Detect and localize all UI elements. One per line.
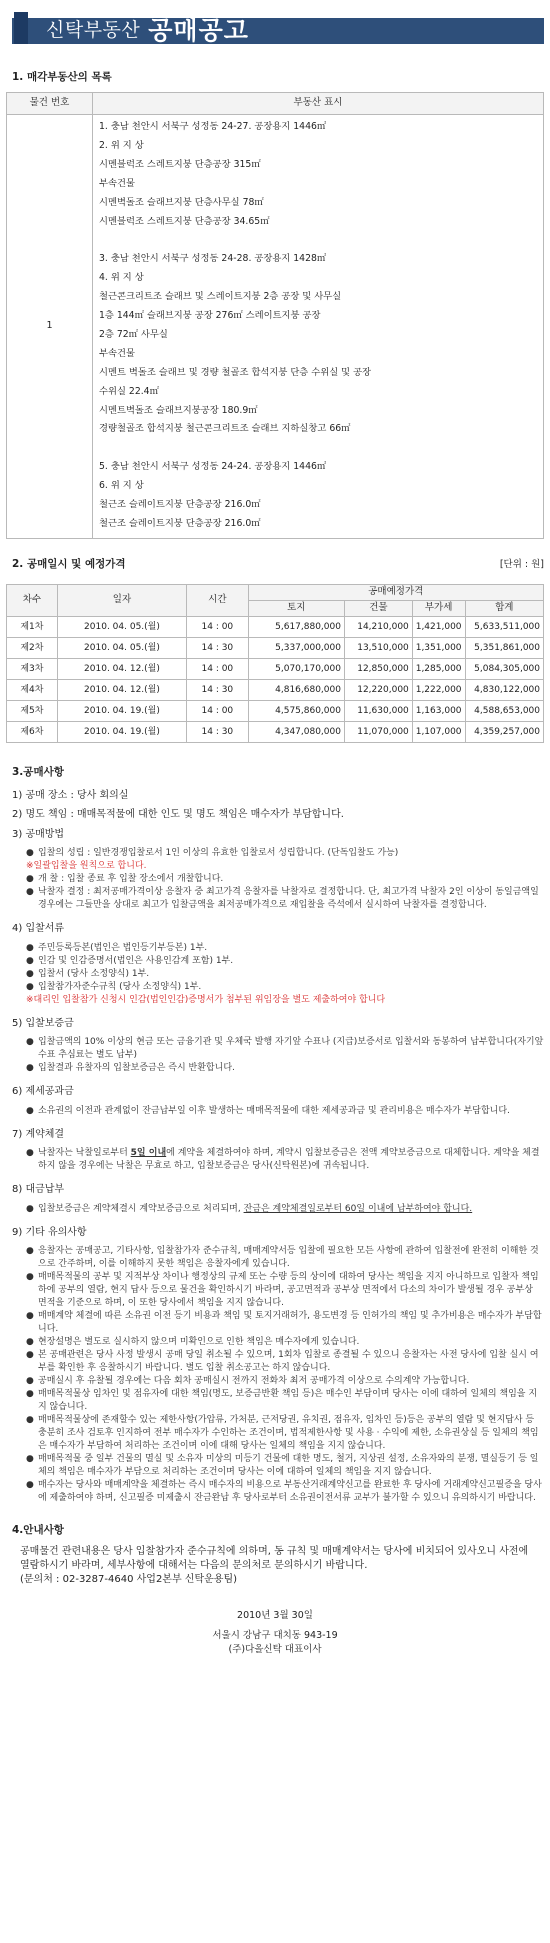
list-item [26, 1336, 544, 1349]
item-number: 1 [7, 115, 93, 539]
bullet-icon: ● [26, 1272, 34, 1283]
other-notes-list [26, 1245, 544, 1505]
signature-block [6, 1609, 544, 1657]
list-item [26, 1203, 544, 1216]
desc-line: 2. 위 지 상 [99, 140, 144, 152]
cell-total: 4,359,257,000 [465, 721, 543, 742]
bullet-icon: ● [26, 1415, 34, 1426]
cell-time: 14 : 00 [187, 616, 248, 637]
list-text: 주민등록등본(법인은 법인등기부등본) 1부. [38, 942, 208, 953]
cell-total: 5,633,511,000 [465, 616, 543, 637]
sale-method-list [26, 847, 544, 912]
list-text: 현장설명은 별도로 실시하지 않으며 미확인으로 인한 책임은 매수자에게 있습니다. [38, 1337, 360, 1348]
note-item [26, 860, 544, 873]
list-item [26, 847, 544, 860]
list-text: 입찰금액의 10% 이상의 현금 또는 금융기관 및 우체국 발행 자기앞 수표나 (지급)보증서로 입찰서와 동봉하여 납부합니다(자기앞수표 추심료는 별도 납부) [38, 1037, 544, 1061]
cell-date: 2010. 04. 12.(월) [57, 679, 186, 700]
section4 [6, 1523, 544, 1587]
table-row [7, 658, 544, 679]
cell-date: 2010. 04. 05.(월) [57, 616, 186, 637]
list-text: 입찰참가자준수규칙 (당사 소정양식) 1부. [38, 981, 202, 992]
cell-building: 11,630,000 [344, 700, 412, 721]
table-row [7, 721, 544, 742]
note-text: ※일괄입찰을 원칙으로 합니다. [26, 861, 147, 872]
list-text: 낙찰자 결정 : 최저공매가격이상 응찰자 중 최고가격 응찰자를 낙찰자로 결정합니다. 단, 최고가격 낙찰자 2인 이상이 동일금액일 경우에는 그들만을 상대로 최고가 입찰금액을 최저공매가격으로 재입찰을 즉석에서 실시하여 낙찰자를 결정합니다. [38, 887, 539, 911]
bullet-icon: ● [26, 942, 34, 953]
contact-text: (문의처 : 02-3287-4640 사업2본부 신탁운용팀) [20, 1574, 238, 1586]
list-item [26, 1062, 544, 1075]
desc-line: 5. 충남 천안시 서북구 성정동 24-24. 공장용지 1446㎡ [99, 461, 327, 473]
bullet-icon: ● [26, 1376, 34, 1387]
cell-round: 제3차 [7, 658, 58, 679]
cell-vat: 1,285,000 [412, 658, 465, 679]
section3-title: 3.공매사항 [12, 765, 64, 778]
documents-list [26, 942, 544, 1007]
title-public-sale: 공매공고 [148, 16, 249, 46]
bullet-icon: ● [26, 981, 34, 992]
cell-building: 12,220,000 [344, 679, 412, 700]
list-text: 입찰의 성립 : 일반경쟁입찰로서 1인 이상의 유효한 입찰로서 성립합니다. (단독입찰도 가능) [38, 848, 399, 859]
desc-line: 경량철골조 합석지붕 철근콘크리트조 슬래브 지하실창고 66㎡ [99, 423, 351, 435]
cell-building: 11,070,000 [344, 721, 412, 742]
col-expected-price: 공매예정가격 [248, 584, 543, 600]
desc-line: 시멘트 벽돌조 슬래브 및 경량 철골조 합석지붕 단층 수위실 및 공장 [99, 366, 372, 378]
list-item [26, 1349, 544, 1375]
col-item-number: 물건 번호 [7, 93, 93, 115]
cell-vat: 1,222,000 [412, 679, 465, 700]
col-property-description: 부동산 표시 [93, 93, 544, 115]
cell-building: 12,850,000 [344, 658, 412, 679]
list-text: 입찰서 (당사 소정양식) 1부. [38, 968, 150, 979]
col-date: 일자 [57, 584, 186, 616]
list-text: 매수자는 당사와 매매계약을 체결하는 즉시 매수자의 비용으로 부동산거래계약신고를 완료한 후 당사에 거래계약신고필증을 당사에 제출하여야 하며, 신고필증 미제출시 잔금완납 후 당사로부터 소유권이전서류 교부가 불가할 수 있으니 유의하시기 바랍니다. [38, 1480, 542, 1504]
cell-time: 14 : 30 [187, 637, 248, 658]
desc-line: 1. 충남 천안시 서북구 성정동 24-27. 공장용지 1446㎡ [99, 121, 327, 133]
bullet-icon: ● [26, 1148, 34, 1159]
list-text: 에 계약을 체결하여야 하며, 계약시 입찰보증금은 전액 계약보증금으로 대체합니다. 계약을 체결하지 않을 경우에는 낙찰은 무효로 하고, 입찰보증금은 당사(신탁원본)에 귀속됩니다. [38, 1148, 540, 1172]
bullet-icon: ● [26, 848, 34, 859]
item-eviction-duty: 2) 명도 책임 : 매매목적물에 대한 인도 및 명도 책임은 매수자가 부담합니다. [12, 809, 344, 821]
cell-round: 제6차 [7, 721, 58, 742]
taxes-list [26, 1105, 544, 1118]
item-sale-method: 3) 공매방법 [12, 828, 65, 840]
unit-label: [단위 : 원] [499, 558, 544, 570]
list-item [26, 1310, 544, 1336]
list-item [26, 968, 544, 981]
item-payment: 8) 대금납부 [12, 1184, 65, 1196]
list-text: 본 공매관련은 당사 사정 발생시 공매 당일 취소될 수 있으며, 1회차 입찰로 종결될 수 있으니 응찰자는 사전 당사에 입찰 실시 여부를 확인한 후 응찰하시기 바랍니다. 별도 입찰 취소공고는 하지 않습니다. [38, 1350, 539, 1374]
list-item [26, 1245, 544, 1271]
desc-line: 수위실 22.4㎡ [99, 385, 159, 397]
col-total: 합계 [465, 600, 543, 616]
bullet-icon: ● [26, 1454, 34, 1465]
col-round: 차수 [7, 584, 58, 616]
bullet-icon: ● [26, 955, 34, 966]
section1-title: 1. 매각부동산의 목록 [12, 71, 112, 83]
emphasis-text: 잔금은 계약체결일로부터 60일 이내에 납부하여야 합니다. [243, 1203, 473, 1214]
col-vat: 부가세 [412, 600, 465, 616]
list-item [26, 955, 544, 968]
list-text: 매매목적물 중 일부 건물의 멸실 및 소유자 미상의 미등기 건물에 대한 명도, 철거, 지상권 설정, 소유자와의 분쟁, 멸실등기 등 일체의 책임은 매수자가 부담으로 처리하는 조건이며 당사는 이에 대하여 일체의 책임을 지지 않습니다. [38, 1454, 539, 1478]
bullet-icon: ● [26, 1311, 34, 1322]
bullet-icon: ● [26, 1389, 34, 1400]
deposit-list [26, 1036, 544, 1075]
item-documents: 4) 입찰서류 [12, 923, 65, 935]
cell-vat: 1,421,000 [412, 616, 465, 637]
desc-gap [99, 232, 537, 251]
cell-round: 제2차 [7, 637, 58, 658]
desc-line: 시멘블럭조 스레트지붕 단층공장 315㎡ [99, 158, 261, 170]
section3 [6, 765, 544, 1506]
item-sale-location: 1) 공매 장소 : 당사 회의실 [12, 789, 129, 801]
list-item [26, 1105, 544, 1118]
desc-line: 시멘트벽돌조 슬래브지붕공장 180.9㎡ [99, 404, 258, 416]
list-item [26, 1414, 544, 1453]
notice-date: 2010년 3월 30일 [237, 1610, 313, 1622]
table-row [7, 679, 544, 700]
table-row [7, 700, 544, 721]
desc-line: 1층 144㎡ 슬래브지붕 공장 276㎡ 스레이트지붕 공장 [99, 310, 321, 322]
schedule-price-table [6, 584, 544, 743]
bullet-icon: ● [26, 1337, 34, 1348]
list-text: 응찰자는 공매공고, 기타사항, 입찰참가자 준수규칙, 매매계약서등 입찰에 필요한 모든 사항에 관하여 입찰전에 완전히 이해한 것으로 간주하며, 이를 이해하지 못한 책임은 응찰자에게 있습니다. [38, 1246, 539, 1270]
list-text: 낙찰자는 낙찰일로부터 [38, 1148, 131, 1159]
list-item [26, 1453, 544, 1479]
cell-vat: 1,163,000 [412, 700, 465, 721]
cell-time: 14 : 30 [187, 721, 248, 742]
property-description [93, 115, 544, 539]
bullet-icon: ● [26, 874, 34, 885]
desc-line: 2층 72㎡ 사무실 [99, 328, 168, 340]
list-text: 입찰보증금은 계약체결시 계약보증금으로 처리되며, [38, 1203, 244, 1214]
cell-total: 4,588,653,000 [465, 700, 543, 721]
col-building: 건물 [344, 600, 412, 616]
list-text: 입찰결과 유찰자의 입찰보증금은 즉시 반환합니다. [38, 1063, 235, 1074]
bullet-icon: ● [26, 1350, 34, 1361]
emphasis-text: 5일 이내 [130, 1148, 167, 1159]
cell-total: 5,351,861,000 [465, 637, 543, 658]
table-row [7, 616, 544, 637]
company-address: 서울시 강남구 대치동 943-19 [212, 1630, 338, 1642]
bullet-icon: ● [26, 1480, 34, 1491]
title-trust-property: 신탁부동산 [46, 19, 141, 42]
cell-total: 4,830,122,000 [465, 679, 543, 700]
bullet-icon: ● [26, 887, 34, 898]
company-representative: (주)다올신탁 대표이사 [228, 1644, 322, 1656]
cell-date: 2010. 04. 05.(월) [57, 637, 186, 658]
bullet-icon: ● [26, 1246, 34, 1257]
list-text: 인감 및 인감증명서(법인은 사용인감계 포함) 1부. [38, 955, 234, 966]
list-item [26, 942, 544, 955]
desc-line: 철근조 슬레이트지붕 단층공장 216.0㎡ [99, 517, 261, 529]
section2-title: 2. 공매일시 및 예정가격 [12, 557, 126, 570]
bullet-icon: ● [26, 1105, 34, 1116]
cell-date: 2010. 04. 19.(월) [57, 721, 186, 742]
cell-land: 5,070,170,000 [248, 658, 344, 679]
cell-round: 제5차 [7, 700, 58, 721]
cell-time: 14 : 00 [187, 658, 248, 679]
col-time: 시간 [187, 584, 248, 616]
cell-vat: 1,351,000 [412, 637, 465, 658]
desc-line: 시멘벽돌조 슬래브지붕 단층사무실 78㎡ [99, 196, 264, 208]
contract-list [26, 1147, 544, 1173]
list-item [26, 981, 544, 994]
table-row [7, 637, 544, 658]
cell-land: 4,816,680,000 [248, 679, 344, 700]
cell-building: 14,210,000 [344, 616, 412, 637]
list-text: 매매목적물의 공부 및 지적부상 차이나 행정상의 규제 또는 수량 등의 상이에 대하여 당사는 책임을 지지 아니하므로 입찰자 책임하에 공부의 열람, 현지 답사 등으로 물건을 확인하시기 바라며, 공고면적과 공부상 면적에서 다소의 차이가 발생될 경우 공부상 면적을 기준으로 하며, 이 또한 당사에서 책임을 지지 않습니다. [38, 1272, 539, 1309]
bullet-icon: ● [26, 968, 34, 979]
list-item [26, 1271, 544, 1310]
cell-vat: 1,107,000 [412, 721, 465, 742]
list-text: 매매목적물상에 존재할수 있는 제한사항(가압류, 가처분, 근저당권, 유치권, 점유자, 임차인 등)등은 공부의 열람 및 현지답사 등 충분히 조사 검토후 인지하여 전부 매수자가 수인하는 조건이며, 법적제한사항 및 사용 · 수익에 제한, 소유권상실 등 일체의 책임은 매수자가 부담하여 처리하는 조건이며 이에 대해 당사는 일체의 책임을 지지 않습니다. [38, 1415, 539, 1452]
list-item [26, 1375, 544, 1388]
cell-land: 4,347,080,000 [248, 721, 344, 742]
payment-list [26, 1203, 544, 1216]
list-item [26, 1147, 544, 1173]
list-text: 개 찰 : 입찰 종료 후 입찰 장소에서 개찰합니다. [38, 874, 224, 885]
list-item [26, 1388, 544, 1414]
col-land: 토지 [248, 600, 344, 616]
desc-gap [99, 439, 537, 458]
list-item [26, 1036, 544, 1062]
page-title [46, 18, 249, 44]
header-tab-accent [14, 12, 28, 44]
cell-time: 14 : 30 [187, 679, 248, 700]
cell-round: 제4차 [7, 679, 58, 700]
note-item [26, 994, 544, 1007]
desc-line: 부속건물 [99, 347, 135, 359]
cell-building: 13,510,000 [344, 637, 412, 658]
list-text: 매매계약 체결에 따른 소유권 이전 등기 비용과 책임 및 토지거래허가, 용도변경 등 인허가의 책임 및 추가비용은 매수자가 부담합니다. [38, 1311, 542, 1335]
header-banner [6, 6, 544, 46]
bullet-icon: ● [26, 1203, 34, 1214]
property-list-table [6, 92, 544, 539]
cell-date: 2010. 04. 12.(월) [57, 658, 186, 679]
item-deposit: 5) 입찰보증금 [12, 1017, 74, 1029]
cell-time: 14 : 00 [187, 700, 248, 721]
cell-date: 2010. 04. 19.(월) [57, 700, 186, 721]
desc-line: 6. 위 지 상 [99, 480, 144, 492]
desc-line: 3. 충남 천안시 서북구 성정동 24-28. 공장용지 1428㎡ [99, 253, 327, 265]
list-text: 소유권의 이전과 관계없이 잔금납부일 이후 발생하는 매매목적물에 대한 제세공과금 및 관리비용은 매수자가 부담합니다. [38, 1105, 510, 1116]
section4-title: 4.안내사항 [12, 1524, 64, 1537]
list-text: 공매실시 후 유찰될 경우에는 다음 회차 공매실시 전까지 전화차 최저 공매가격 이상으로 수의계약 가능합니다. [38, 1376, 470, 1387]
cell-total: 5,084,305,000 [465, 658, 543, 679]
list-item [26, 886, 544, 912]
desc-line: 시멘블럭조 스레트지붕 단층공장 34.65㎡ [99, 215, 270, 227]
list-item [26, 873, 544, 886]
desc-line: 부속건물 [99, 177, 135, 189]
note-text: ※대리인 입찰참가 신청시 인감(법인인감)증명서가 첨부된 위임장을 별도 제출하여야 합니다 [26, 994, 386, 1005]
cell-land: 5,617,880,000 [248, 616, 344, 637]
item-taxes: 6) 제세공과금 [12, 1086, 74, 1098]
cell-land: 4,575,860,000 [248, 700, 344, 721]
item-other-notes: 9) 기타 유의사항 [12, 1226, 87, 1238]
list-item [26, 1479, 544, 1505]
list-text: 매매목적물상 임차인 및 점유자에 대한 책임(명도, 보증금반환 책임 등)은 매수인 부담이며 당사는 이에 대하여 일체의 책임을 지지 않습니다. [38, 1389, 538, 1413]
cell-land: 5,337,000,000 [248, 637, 344, 658]
guide-text: 공매물건 관련내용은 당사 입찰참가자 준수규칙에 의하며, 동 규칙 및 매매계약서는 당사에 비치되어 있사오니 사전에 열람하시기 바라며, 세부사항에 대해서는 다음의 문의처로 문의하시기 바랍니다. [20, 1546, 529, 1572]
cell-round: 제1차 [7, 616, 58, 637]
desc-line: 4. 위 지 상 [99, 272, 144, 284]
bullet-icon: ● [26, 1063, 34, 1074]
desc-line: 철근조 슬레이트지붕 단층공장 216.0㎡ [99, 498, 261, 510]
item-contract: 7) 계약체결 [12, 1128, 65, 1140]
bullet-icon: ● [26, 1037, 34, 1048]
desc-line: 철근콘크리트조 슬래브 및 스레이트지붕 2층 공장 및 사무실 [99, 291, 342, 303]
